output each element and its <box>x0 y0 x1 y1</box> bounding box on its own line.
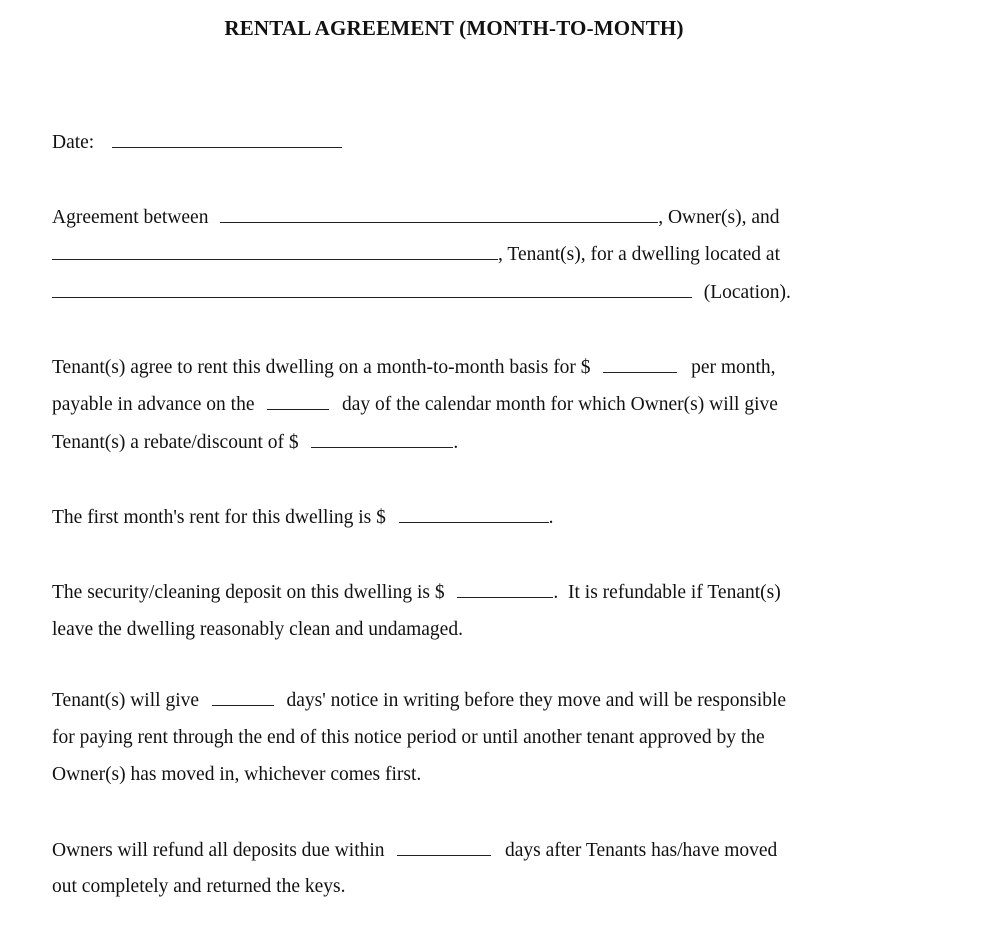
first-month-rent-blank[interactable] <box>399 507 549 523</box>
rent-line-3 <box>52 432 458 453</box>
rent-text-1: Tenant(s) agree to rent this dwelling on a month-to-month basis for $ <box>52 357 591 378</box>
monthly-rent-blank[interactable] <box>603 357 677 373</box>
rent-line-2 <box>52 394 778 415</box>
per-month-label: per month, <box>691 357 776 378</box>
first-month-period: . <box>548 507 554 528</box>
rent-text-3: day of the calendar month for which Owner(s) will give <box>342 394 778 415</box>
agreement-line-3 <box>52 282 791 303</box>
location-blank[interactable] <box>52 282 692 298</box>
agreement-line-2 <box>52 244 780 265</box>
notice-text-1: days' notice in writing before they move and will be responsible <box>286 690 787 711</box>
deposit-amount-blank[interactable] <box>457 582 553 598</box>
refund-days-blank[interactable] <box>397 840 491 856</box>
notice-days-blank[interactable] <box>212 690 274 706</box>
payment-day-blank[interactable] <box>267 394 329 410</box>
date-blank[interactable] <box>112 132 342 148</box>
location-label: (Location). <box>703 282 791 303</box>
notice-line-2 <box>52 728 765 748</box>
refund-text-1: days after Tenants has/have moved <box>505 840 778 861</box>
notice-line-1 <box>52 690 786 711</box>
deposit-label: The security/cleaning deposit on this dwelling is $ <box>52 582 445 603</box>
rebate-blank[interactable] <box>311 432 453 448</box>
deposit-refundable-text: . It is refundable if Tenant(s) <box>553 582 781 603</box>
rebate-period: . <box>453 432 459 453</box>
refund-line-2 <box>52 877 346 897</box>
rent-text-2: payable in advance on the <box>52 394 255 415</box>
deposit-line-2 <box>52 620 463 640</box>
notice-text-2: for paying rent through the end of this notice period or until another tenant approved by the <box>52 727 765 748</box>
tenant-label: , Tenant(s), for a dwelling located at <box>498 244 781 265</box>
first-month-label: The first month's rent for this dwelling is $ <box>52 507 386 528</box>
document-title: RENTAL AGREEMENT (MONTH-TO-MONTH) <box>224 16 684 40</box>
rent-line-1 <box>52 357 776 378</box>
date-label: Date: <box>52 132 95 153</box>
refund-text-2: out completely and returned the keys. <box>52 876 346 897</box>
date-line <box>52 132 342 153</box>
owner-label: , Owner(s), and <box>658 207 780 228</box>
notice-line-3 <box>52 765 421 785</box>
notice-text-3: Owner(s) has moved in, whichever comes first. <box>52 764 422 785</box>
agreement-between-label: Agreement between <box>52 207 209 228</box>
first-month-line <box>52 507 554 528</box>
notice-label: Tenant(s) will give <box>52 690 200 711</box>
owner-name-blank[interactable] <box>220 207 658 223</box>
agreement-line-1 <box>52 207 780 228</box>
refund-line-1 <box>52 840 777 861</box>
deposit-line-1 <box>52 582 781 603</box>
tenant-name-blank[interactable] <box>52 244 498 260</box>
deposit-condition-text: leave the dwelling reasonably clean and undamaged. <box>52 619 463 640</box>
refund-label: Owners will refund all deposits due within <box>52 840 385 861</box>
rebate-label: Tenant(s) a rebate/discount of $ <box>52 432 299 453</box>
